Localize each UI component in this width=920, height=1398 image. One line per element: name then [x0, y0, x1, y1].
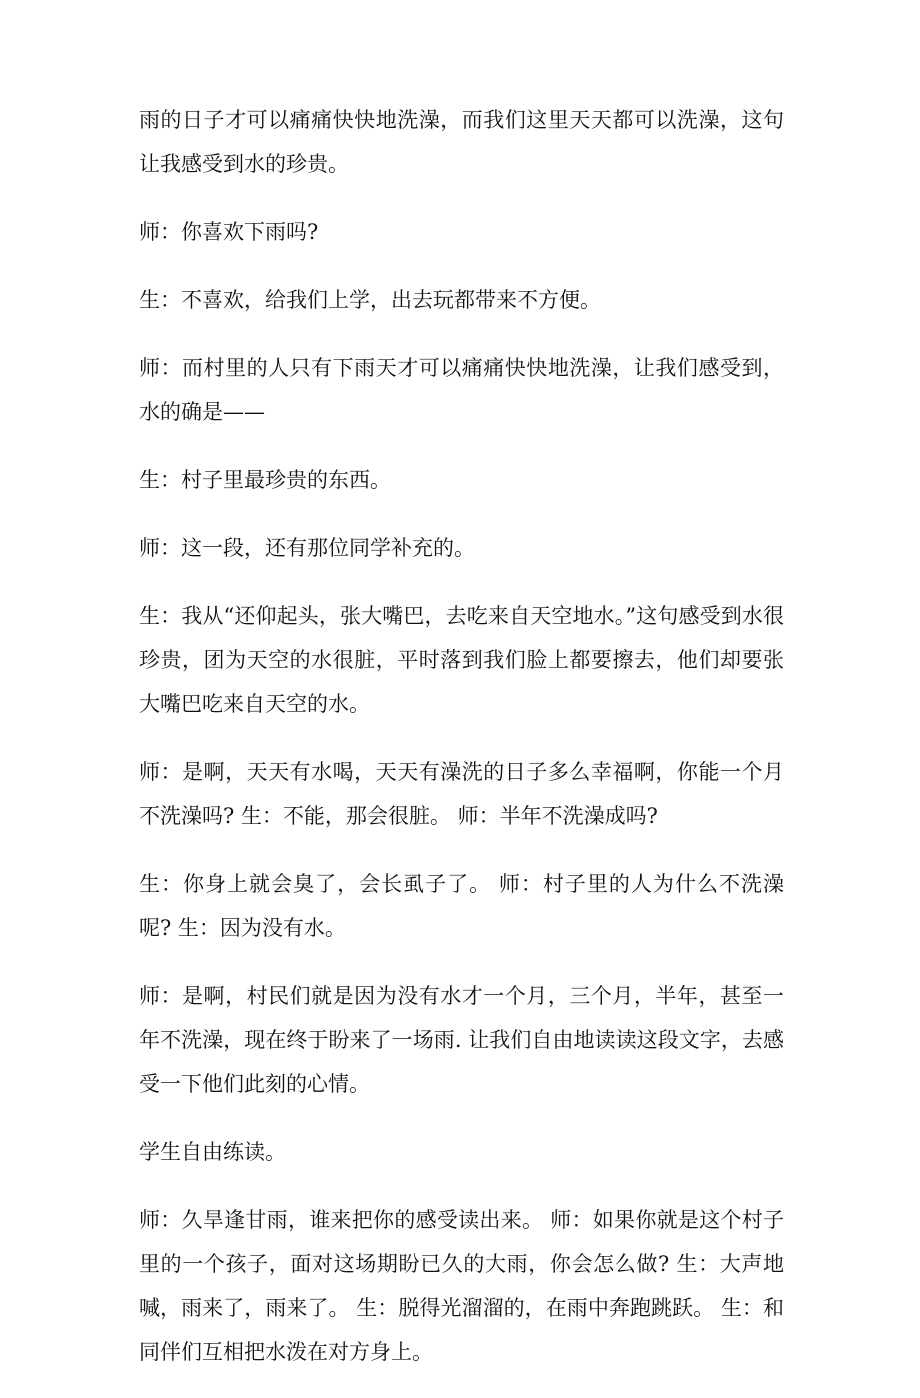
paragraph-8: 师：是啊，天天有水喝，天天有澡洗的日子多么幸福啊，你能一个月不洗澡吗? 生：不能，那会很脏。 师：半年不洗澡成吗? — [139, 760, 784, 828]
document-body — [139, 98, 784, 1398]
paragraph-3: 生：不喜欢，给我们上学，出去玩都带来不方便。 — [139, 288, 601, 312]
paragraph-11: 学生自由练读。 — [139, 1140, 286, 1164]
paragraph-1: 雨的日子才可以痛痛快快地洗澡，而我们这里天天都可以洗澡，这句让我感受到水的珍贵。 — [139, 108, 784, 176]
paragraph-6: 师：这一段，还有那位同学补充的。 — [139, 536, 475, 560]
paragraph-10: 师：是啊，村民们就是因为没有水才一个月，三个月，半年，甚至一年不洗澡，现在终于盼来了一场雨. 让我们自由地读读这段文字，去感受一下他们此刻的心情。 — [139, 984, 784, 1096]
paragraph-5: 生：村子里最珍贵的东西。 — [139, 468, 391, 492]
paragraph-4: 师：而村里的人只有下雨天才可以痛痛快快地洗澡，让我们感受到，水的确是—— — [139, 356, 784, 424]
paragraph-9: 生：你身上就会臭了，会长虱子了。 师：村子里的人为什么不洗澡呢? 生：因为没有水。 — [139, 872, 784, 940]
paragraph-12: 师：久旱逢甘雨，谁来把你的感受读出来。 师：如果你就是这个村子里的一个孩子，面对这场期盼已久的大雨，你会怎么做? 生：大声地喊，雨来了，雨来了。 生：脱得光溜溜的，在雨中奔跑跳跃。 生：和同伴们互相把水泼在对方身上。 — [139, 1208, 784, 1364]
paragraph-7: 生：我从“还仰起头，张大嘴巴，去吃来自天空地水。”这句感受到水很珍贵，团为天空的水很脏，平时落到我们脸上都要擦去，他们却要张大嘴巴吃来自天空的水。 — [139, 604, 784, 716]
paragraph-2: 师：你喜欢下雨吗? — [139, 220, 319, 244]
